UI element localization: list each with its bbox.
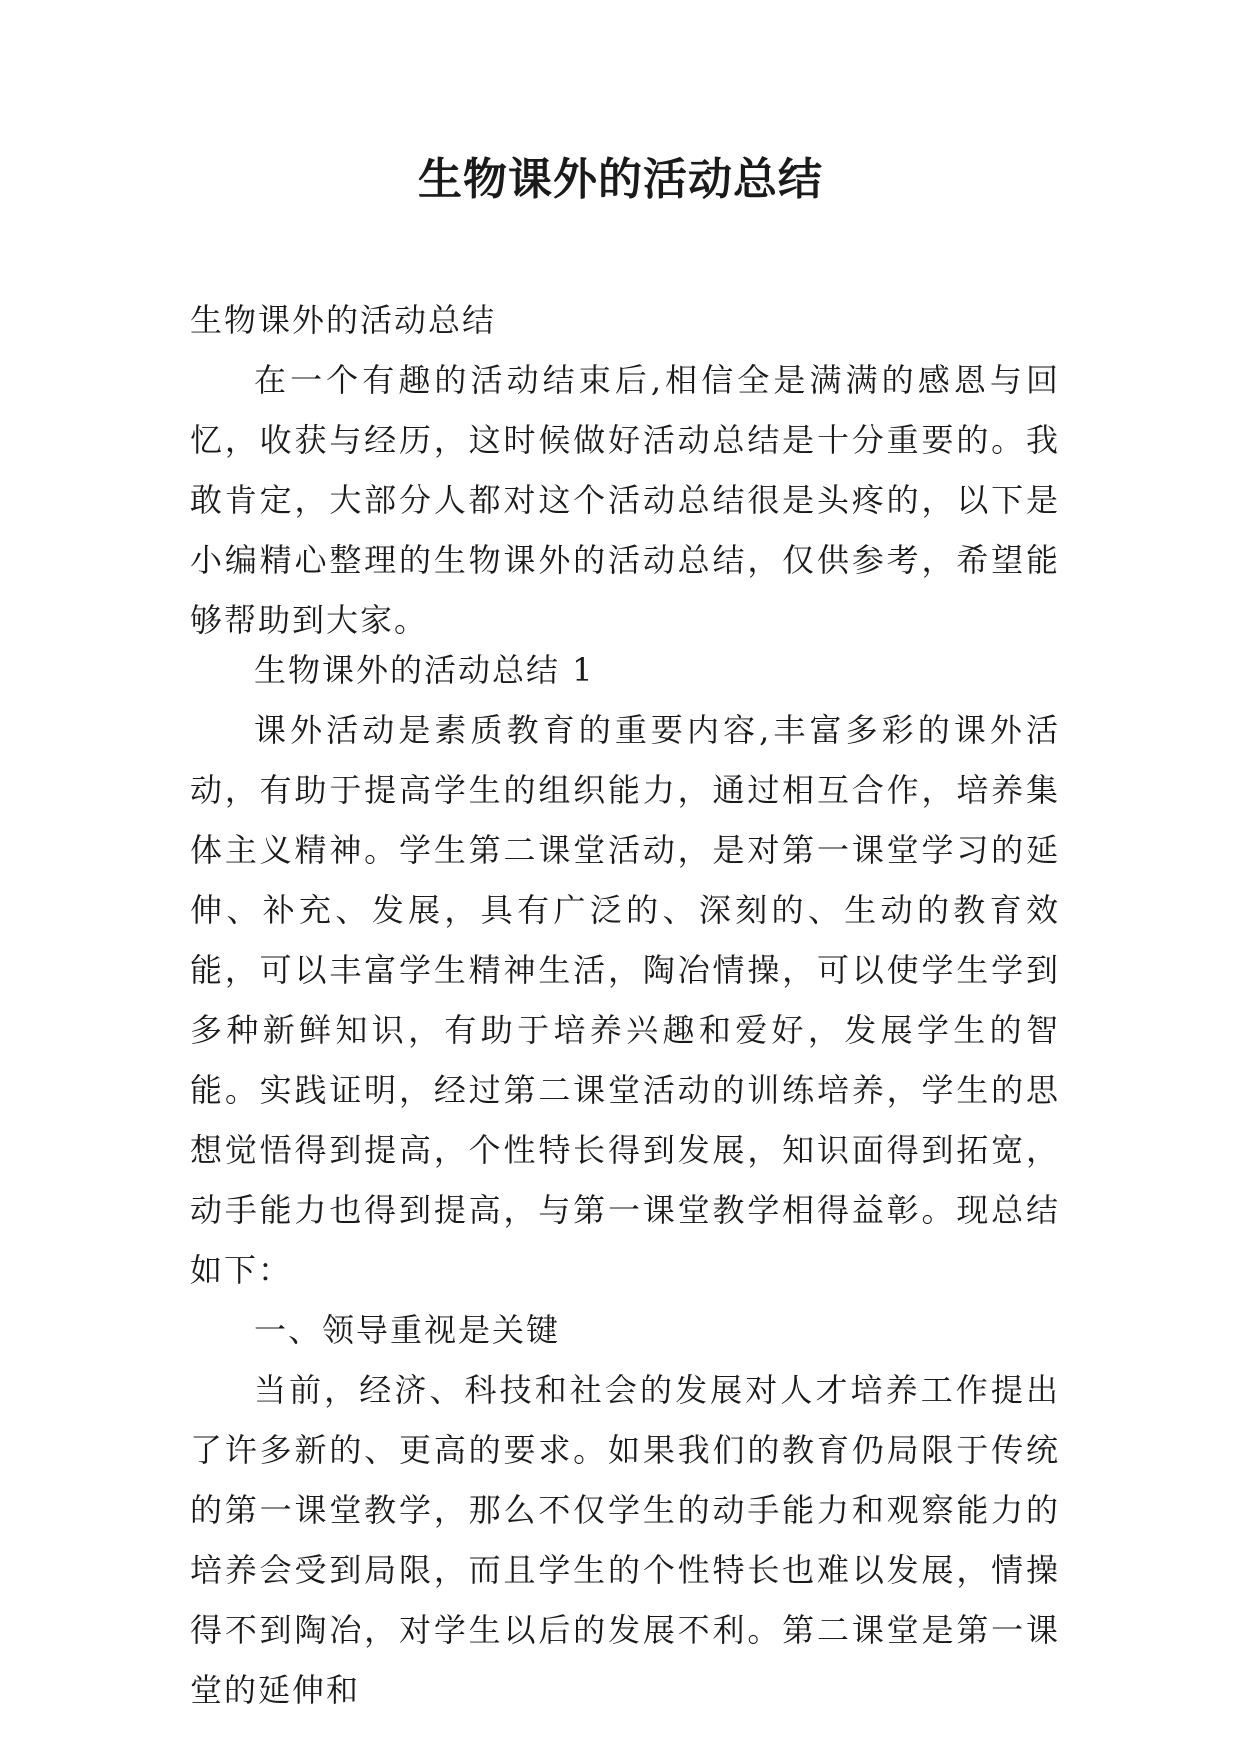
section-1-heading: 生物课外的活动总结 1 bbox=[254, 651, 595, 689]
intro-paragraph: 在一个有趣的活动结束后,相信全是满满的感恩与回忆，收获与经历，这时候做好活动总结是十分重要的。我敢肯定，大部分人都对这个活动总结很是头疼的，以下是小编精心整理的生物课外的活动总结，仅供参考，希望能够帮助到大家。 bbox=[190, 361, 1060, 639]
section-1-paragraph-1: 课外活动是素质教育的重要内容,丰富多彩的课外活动，有助于提高学生的组织能力，通过相互合作，培养集体主义精神。学生第二课堂活动，是对第一课堂学习的延伸、补充、发展，具有广泛的、深刻的、生动的教育效能，可以丰富学生精神生活，陶冶情操，可以使学生学到多种新鲜知识，有助于培养兴趣和爱好，发展学生的智能。实践证明，经过第二课堂活动的训练培养，学生的思想觉悟得到提高，个性特长得到发展，知识面得到拓宽，动手能力也得到提高，与第一课堂教学相得益彰。现总结如下： bbox=[190, 711, 1060, 1289]
section-1 bbox=[190, 640, 1060, 1720]
intro-heading: 生物课外的活动总结 bbox=[190, 301, 497, 339]
intro-section bbox=[190, 290, 1060, 650]
section-1-paragraph-2: 当前，经济、科技和社会的发展对人才培养工作提出了许多新的、更高的要求。如果我们的教育仍局限于传统的第一课堂教学，那么不仅学生的动手能力和观察能力的培养会受到局限，而且学生的个性特长也难以发展，情操得不到陶冶，对学生以后的发展不利。第二课堂是第一课堂的延伸和 bbox=[190, 1371, 1060, 1709]
subheading-1: 一、领导重视是关键 bbox=[254, 1311, 561, 1349]
document-title: 生物课外的活动总结 bbox=[418, 154, 823, 205]
